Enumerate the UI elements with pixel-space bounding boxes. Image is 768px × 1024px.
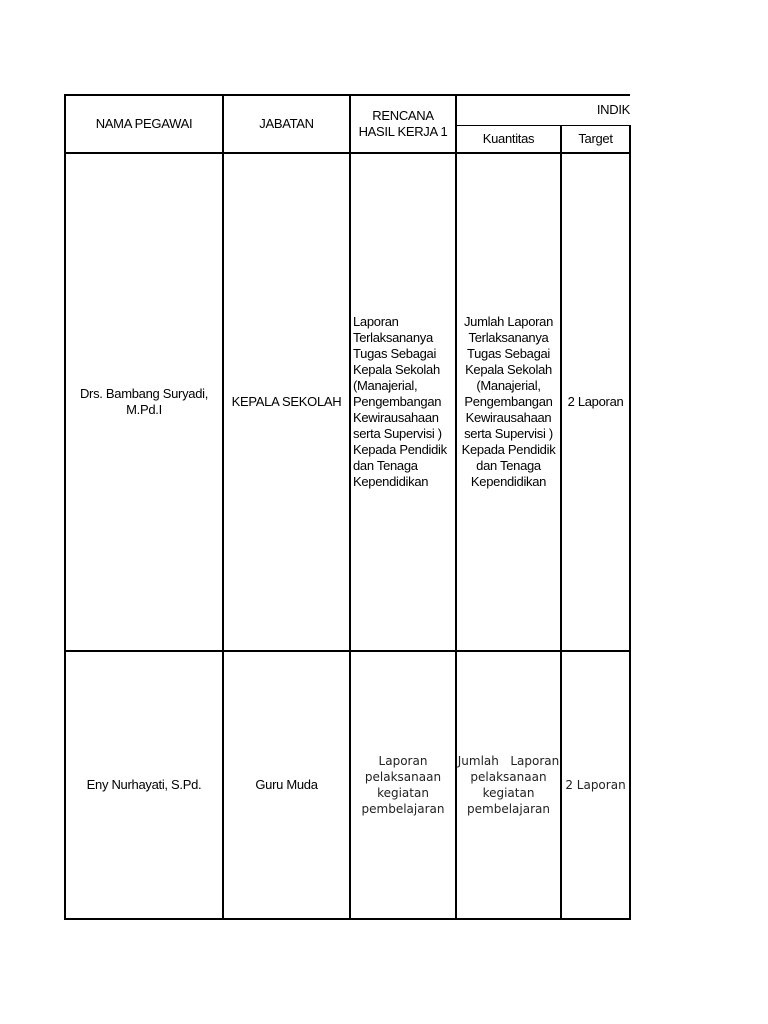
table-row: [65, 651, 630, 919]
row2-nama: Eny Nurhayati, S.Pd.: [86, 777, 202, 792]
row1-rencana-line: serta Supervisi ): [353, 426, 442, 441]
row1-kuantitas-line: Kewirausahaan: [465, 410, 552, 425]
row2-rencana-line: kegiatan: [377, 786, 429, 800]
row2-kuantitas-cell: [456, 651, 561, 919]
row2-rencana-line: pembelajaran: [361, 802, 445, 816]
row1-kuantitas-line: Kepada Pendidik: [461, 442, 556, 457]
row1-rencana-line: Kependidikan: [353, 474, 429, 489]
row1-nama-line1: Drs. Bambang Suryadi,: [79, 386, 209, 401]
row1-kuantitas-cell: [456, 153, 561, 651]
header-kuantitas: Kuantitas: [482, 130, 535, 146]
row1-target-cell: [561, 153, 630, 651]
header-target: Target: [578, 130, 613, 146]
row1-rencana-line: (Manajerial,: [353, 378, 418, 393]
row1-kuantitas-line: Tugas Sebagai: [466, 346, 551, 361]
row1-nama-cell: [65, 153, 223, 651]
row1-kuantitas-line: Pengembangan: [464, 394, 553, 409]
row2-jabatan: Guru Muda: [255, 777, 318, 792]
row2-target-cell: [561, 651, 630, 919]
header-row-1: [65, 95, 630, 125]
row1-kuantitas-line: (Manajerial,: [476, 378, 541, 393]
header-rencana-line2: HASIL KERJA 1: [358, 124, 448, 139]
row1-target: 2 Laporan: [567, 394, 624, 409]
row1-rencana-line: Kepala Sekolah: [353, 362, 440, 377]
row1-jabatan-cell: [223, 153, 350, 651]
row1-kuantitas-line: dan Tenaga: [476, 458, 541, 473]
row2-kuantitas-line: pembelajaran: [467, 802, 550, 816]
row2-kuantitas-line: pelaksanaan: [470, 770, 547, 784]
header-nama-cell: [65, 95, 223, 153]
row1-rencana-cell: [350, 153, 456, 651]
row2-rencana-line: pelaksanaan: [364, 770, 442, 784]
row1-rencana-line: Tugas Sebagai: [353, 346, 437, 361]
row2-rencana-line: Laporan: [378, 754, 428, 768]
header-rencana-line1: RENCANA: [372, 108, 434, 123]
row1-kuantitas-line: Terlaksananya: [468, 330, 549, 345]
header-jabatan: JABATAN: [259, 116, 314, 131]
header-indikator: INDIK: [596, 102, 631, 118]
row1-rencana-line: Kewirausahaan: [353, 410, 439, 425]
row1-rencana-line: dan Tenaga: [353, 458, 418, 473]
row2-rencana-cell: [350, 651, 456, 919]
row1-rencana-line: Kepada Pendidik: [353, 442, 447, 457]
table-row: [65, 153, 630, 651]
row1-kuantitas-line: Jumlah Laporan: [463, 314, 554, 329]
row2-jabatan-cell: [223, 651, 350, 919]
header-kuantitas-cell: [456, 125, 561, 153]
header-rencana-cell: [350, 95, 456, 153]
row1-nama-line2: M.Pd.I: [126, 402, 162, 417]
header-nama: NAMA PEGAWAI: [95, 116, 193, 131]
header-jabatan-cell: [223, 95, 350, 153]
header-target-cell: [561, 125, 630, 153]
row2-target: 2 Laporan: [565, 778, 626, 792]
skp-table: [64, 94, 631, 920]
row1-rencana-line: Terlaksananya: [353, 330, 433, 345]
row1-kuantitas-line: Kepala Sekolah: [465, 362, 552, 377]
row2-kuantitas-line: Jumlah Laporan: [457, 754, 560, 768]
row1-rencana-line: Laporan: [353, 314, 399, 329]
header-indikator-cell: [456, 95, 630, 125]
row1-jabatan: KEPALA SEKOLAH: [231, 394, 342, 409]
row1-rencana-line: Pengembangan: [353, 394, 442, 409]
row1-kuantitas-line: serta Supervisi ): [464, 426, 553, 441]
row1-kuantitas-line: Kependidikan: [470, 474, 547, 489]
row2-nama-cell: [65, 651, 223, 919]
row2-kuantitas-line: kegiatan: [482, 786, 535, 800]
